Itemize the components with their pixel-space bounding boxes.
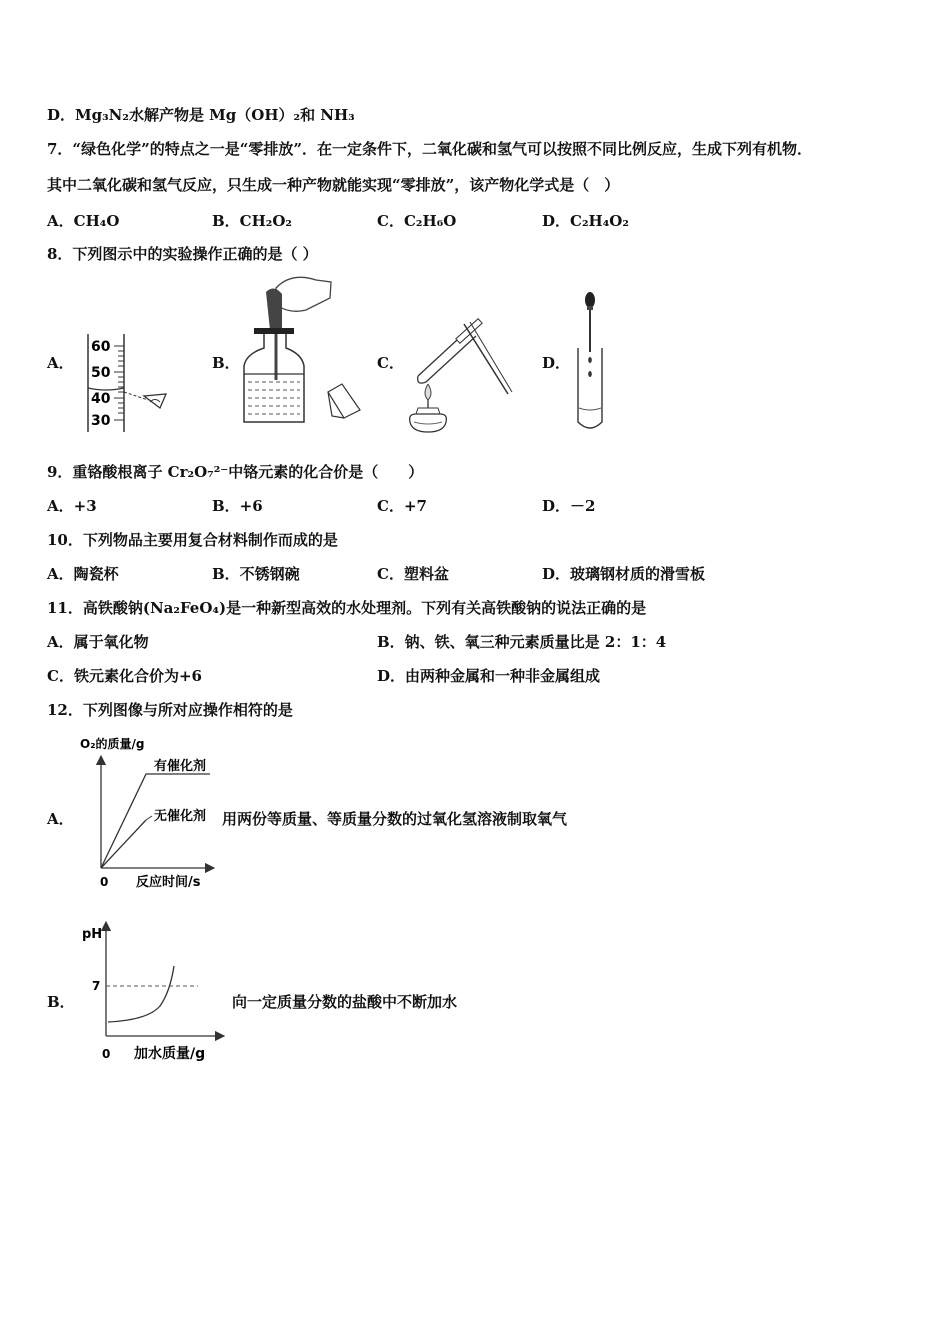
q12-option-a-text: 用两份等质量、等质量分数的过氧化氢溶液制取氧气 [222, 810, 568, 828]
q7-option-c: C．C₂H₆O [377, 212, 457, 230]
q11-option-d: D．由两种金属和一种非金属组成 [377, 667, 601, 685]
q12-option-a-label: A． [47, 810, 74, 828]
q8-stem: 8．下列图示中的实验操作正确的是（ ） [47, 245, 318, 263]
q7-option-d: D．C₂H₄O₂ [542, 212, 629, 230]
q9-stem: 9．重铬酸根离子 Cr₂O₇²⁻中铬元素的化合价是（ ） [47, 463, 424, 481]
q12-option-b-text: 向一定质量分数的盐酸中不断加水 [232, 993, 458, 1011]
q12-graph-a-ylabel: O₂的质量/g [80, 737, 145, 751]
q12-graph-a-curve1-label: 有催化剂 [154, 759, 207, 774]
q11-option-c: C．铁元素化合价为+6 [47, 667, 202, 685]
q12-graph-a [78, 732, 223, 892]
q11-stem: 11．高铁酸钠(Na₂FeO₄)是一种新型高效的水处理剂。下列有关高铁酸钠的说法正确的是 [47, 599, 647, 617]
q7-stem-line2: 其中二氧化碳和氢气反应，只生成一种产物就能实现“零排放”，该产物化学式是（ ） [47, 176, 620, 194]
q6-option-d: D．Mg₃N₂水解产物是 Mg（OH）₂和 NH₃ [47, 106, 355, 124]
q10-option-b: B．不锈钢碗 [212, 565, 300, 583]
q9-option-c: C．+7 [377, 497, 427, 515]
q8-figure-a-cylinder [78, 330, 178, 436]
q9-option-a: A．+3 [47, 497, 97, 515]
q12-graph-a-xlabel: 反应时间/s [136, 875, 201, 890]
q12-graph-a-origin: 0 [100, 875, 109, 889]
q10-option-c: C．塑料盆 [377, 565, 449, 583]
q8-cylinder-tick: 40 [91, 391, 111, 407]
q8-cylinder-tick: 30 [91, 413, 111, 429]
q8-option-b-label: B． [212, 354, 240, 372]
q9-option-d: D．－2 [542, 497, 596, 515]
q9-option-b: B．+6 [212, 497, 263, 515]
q7-stem-line1: 7．“绿色化学”的特点之一是“零排放”．在一定条件下，二氧化碳和氢气可以按照不同比例反应，生成下列有机物． [47, 140, 812, 158]
q10-option-d: D．玻璃钢材质的滑雪板 [542, 565, 706, 583]
q10-option-a: A．陶瓷杯 [47, 565, 119, 583]
q12-graph-b-ref-label: 7 [92, 979, 101, 993]
q8-cylinder-tick: 50 [91, 365, 111, 381]
q12-graph-b-ylabel: pH [82, 927, 103, 942]
q8-figure-c-heating-tube [404, 318, 519, 438]
q8-figure-d-dropper-tube [572, 290, 608, 435]
q8-cylinder-tick: 60 [91, 339, 111, 355]
q12-stem: 12．下列图像与所对应操作相符的是 [47, 701, 293, 719]
q12-graph-b-xlabel: 加水质量/g [134, 1046, 206, 1062]
q12-graph-b-origin: 0 [102, 1047, 111, 1061]
q12-graph-a-curve2-label: 无催化剂 [154, 809, 207, 824]
q7-option-b: B．CH₂O₂ [212, 212, 292, 230]
q8-option-c-label: C． [377, 354, 404, 372]
q8-option-d-label: D． [542, 354, 571, 372]
q8-figure-b-reagent-bottle [236, 270, 366, 430]
q12-option-b-label: B． [47, 993, 75, 1011]
q11-option-b: B．钠、铁、氧三种元素质量比是 2：1：4 [377, 633, 667, 651]
q10-stem: 10．下列物品主要用复合材料制作而成的是 [47, 531, 338, 549]
q12-graph-b [78, 918, 228, 1068]
q7-option-a: A．CH₄O [47, 212, 120, 230]
q8-option-a-label: A． [47, 354, 74, 372]
q11-option-a: A．属于氧化物 [47, 633, 149, 651]
